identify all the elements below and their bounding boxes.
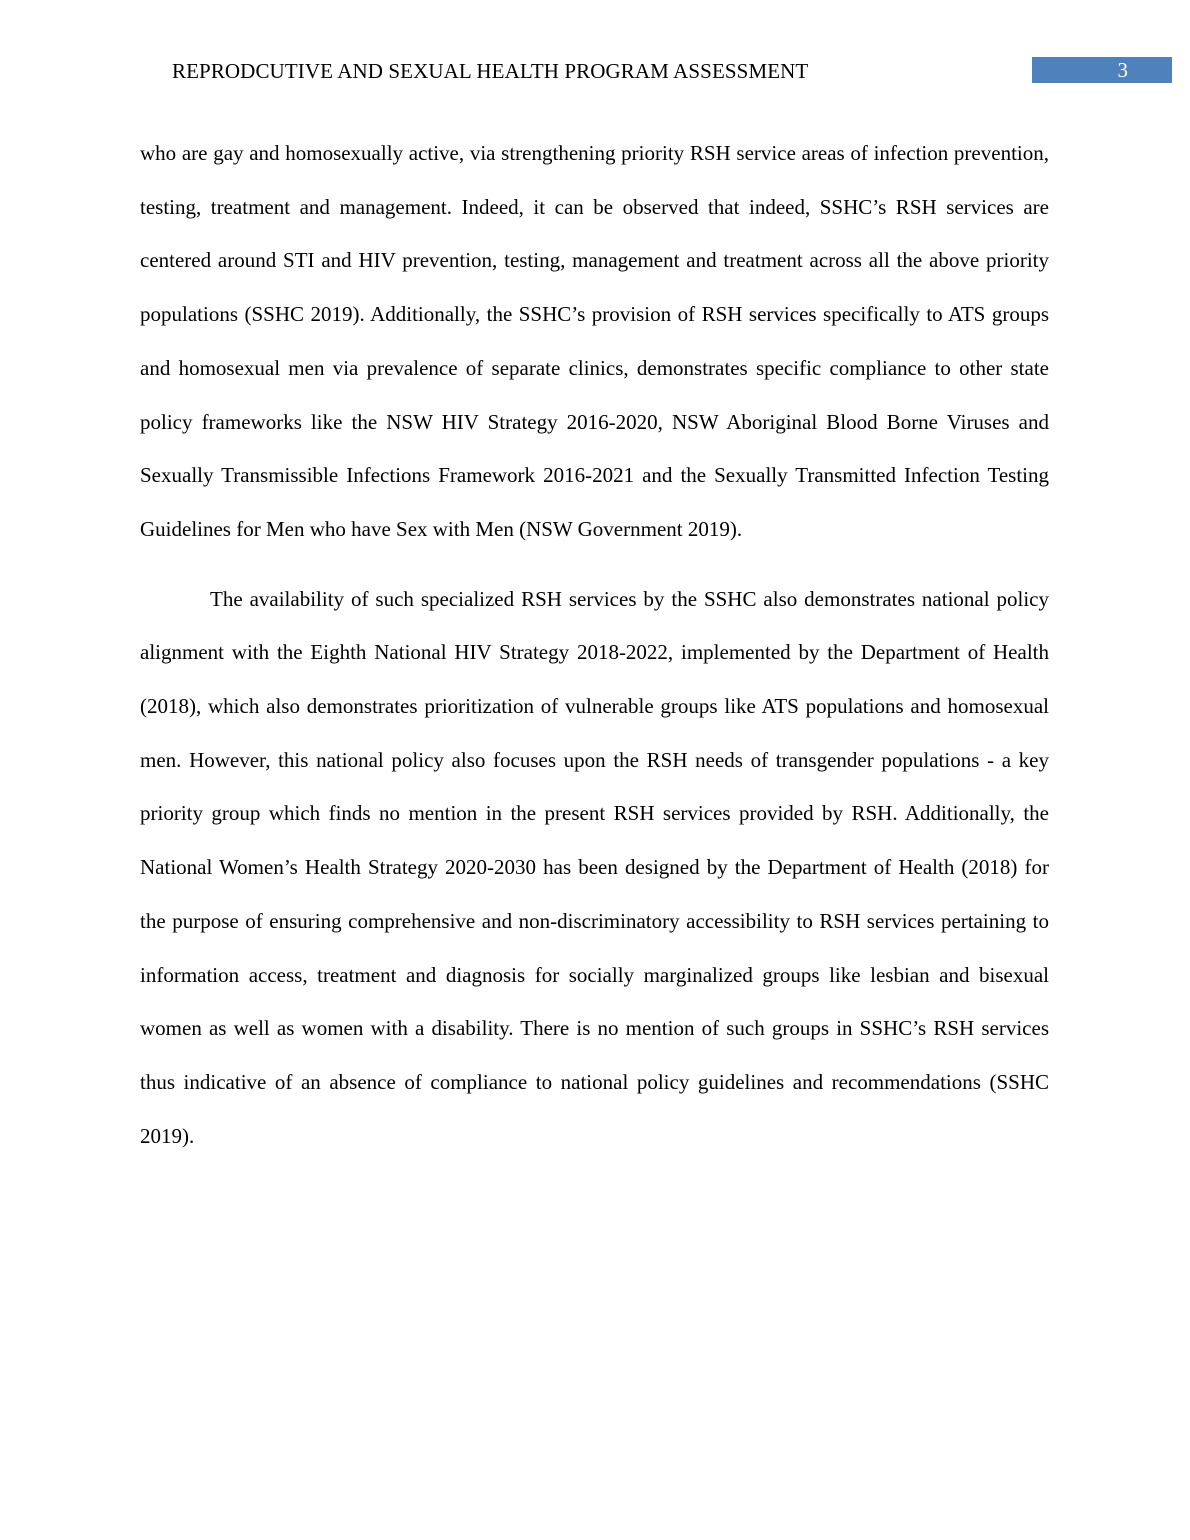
page-number-badge: [1032, 57, 1172, 83]
paragraph-1: who are gay and homosexually active, via strengthening priority RSH service areas of infection prevention, testing, treatment and management. Indeed, it can be observed that indeed, SSHC’s RSH services are centered around STI and HIV prevention, testing, management and treatment across all the above priority populations (SSHC 2019). Additionally, the SSHC’s provision of RSH services specifically to ATS groups and homosexual men via prevalence of separate clinics, demonstrates specific compliance to other state policy frameworks like the NSW HIV Strategy 2016-2020, NSW Aboriginal Blood Borne Viruses and Sexually Transmissible Infections Framework 2016-2021 and the Sexually Transmitted Infection Testing Guidelines for Men who have Sex with Men (NSW Government 2019).: [140, 141, 1049, 541]
document-body: [140, 127, 1049, 1163]
running-header-title: REPRODCUTIVE AND SEXUAL HEALTH PROGRAM ASSESSMENT: [172, 59, 809, 83]
paragraph-2: The availability of such specialized RSH services by the SSHC also demonstrates national policy alignment with the Eighth National HIV Strategy 2018-2022, implemented by the Department of Health (2018), which also demonstrates prioritization of vulnerable groups like ATS populations and homosexual men. However, this national policy also focuses upon the RSH needs of transgender populations - a key priority group which finds no mention in the present RSH services provided by RSH. Additionally, the National Women’s Health Strategy 2020-2030 has been designed by the Department of Health (2018) for the purpose of ensuring comprehensive and non-discriminatory accessibility to RSH services pertaining to information access, treatment and diagnosis for socially marginalized groups like lesbian and bisexual women as well as women with a disability. There is no mention of such groups in SSHC’s RSH services thus indicative of an absence of compliance to national policy guidelines and recommendations (SSHC 2019).: [140, 586, 1049, 1148]
page-number: 3: [1117, 58, 1128, 82]
